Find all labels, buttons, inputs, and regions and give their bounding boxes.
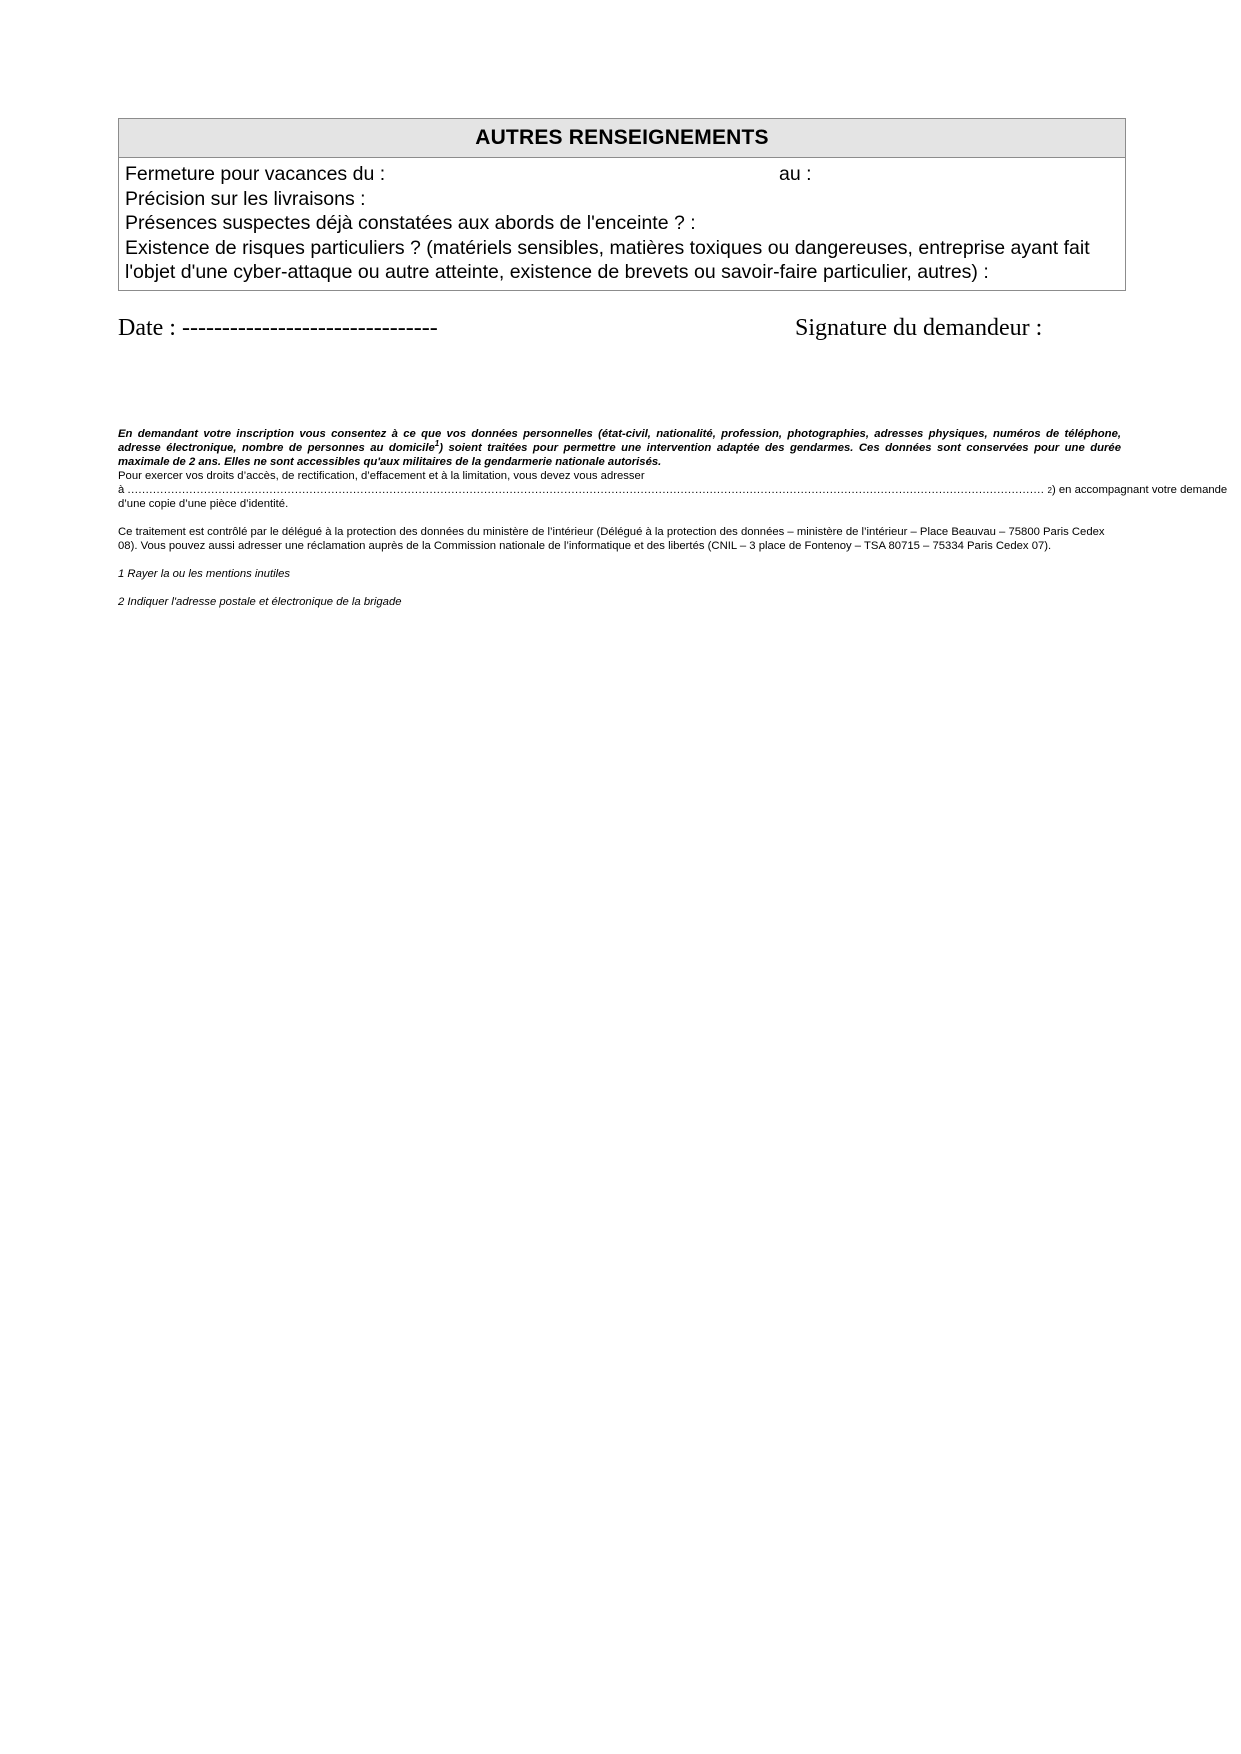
vacances-label: Fermeture pour vacances du : [125,163,386,185]
risques-label: Existence de risques particuliers ? (matériels sensibles, matières toxiques ou dangereuses, entreprise ayant fait l'objet d'une cyber-attaque ou autre atteinte, existence de brevets ou savoir-faire particulier, autres) : [125,236,1090,283]
address-dots: ............................................................................................................................................................................................................................................................ [127,484,1045,496]
consent-text-1: En demandant votre inscription vous consentez à ce que vos données personnelles (état-civil, nationalité, profession, photographies, adresses physiques, numéros de téléphone, adresse électronique, nombre de personnes au domicile [118,428,1121,454]
date-label: Date : -------------------------------- [118,315,438,341]
au-label: au : [779,163,812,185]
autres-renseignements-box [118,118,1126,291]
address-prefix: à [118,484,125,496]
signature-label: Signature du demandeur : [795,315,1043,341]
footnote-ref-1: 1 [434,439,440,449]
control-paragraph: Ce traitement est contrôlé par le délégué à la protection des données du ministère de l’intérieur (Délégué à la protection des données – ministère de l’intérieur – Place Beauvau – 75800 Paris Cedex 08). Vous pouvez aussi adresser une réclamation auprès de la Commission nationale de l’informatique et des libertés (CNIL – 3 place de Fontenoy – TSA 80715 – 75334 Paris Cedex 07). [118,526,1105,552]
presences-label: Présences suspectes déjà constatées aux abords de l'enceinte ? : [125,212,696,234]
address-suffix: ) en accompagnant votre demande [1051,484,1228,496]
address-line: à ............................................................................................................................................................................................................................................................ 2 ) en accompagnant votre demande [118,484,1228,496]
vacances-row [125,162,1119,187]
consent-paragraph [118,427,1121,469]
footnote-2: 2 Indiquer l'adresse postale et électronique de la brigade [118,596,402,608]
consent-text-2: ) soient traitées pour permettre une intervention adaptée des gendarmes. Ces données sont conservées pour une durée maximale de 2 ans. Elles ne sont accessibles qu'aux militaires de la gendarmerie nationale autorisés. [118,442,1122,468]
livraisons-label: Précision sur les livraisons : [125,187,366,210]
box-body [119,158,1125,290]
legal-notice [118,427,1228,609]
box-title: AUTRES RENSEIGNEMENTS [119,119,1125,158]
footnote-1: 1 Rayer la ou les mentions inutiles [118,568,291,580]
identity-line: d’une copie d’une pièce d’identité. [118,498,289,510]
rights-line: Pour exercer vos droits d’accès, de rectification, d’effacement et à la limitation, vous devez vous adresser [118,470,645,482]
signature-line [118,313,1126,343]
